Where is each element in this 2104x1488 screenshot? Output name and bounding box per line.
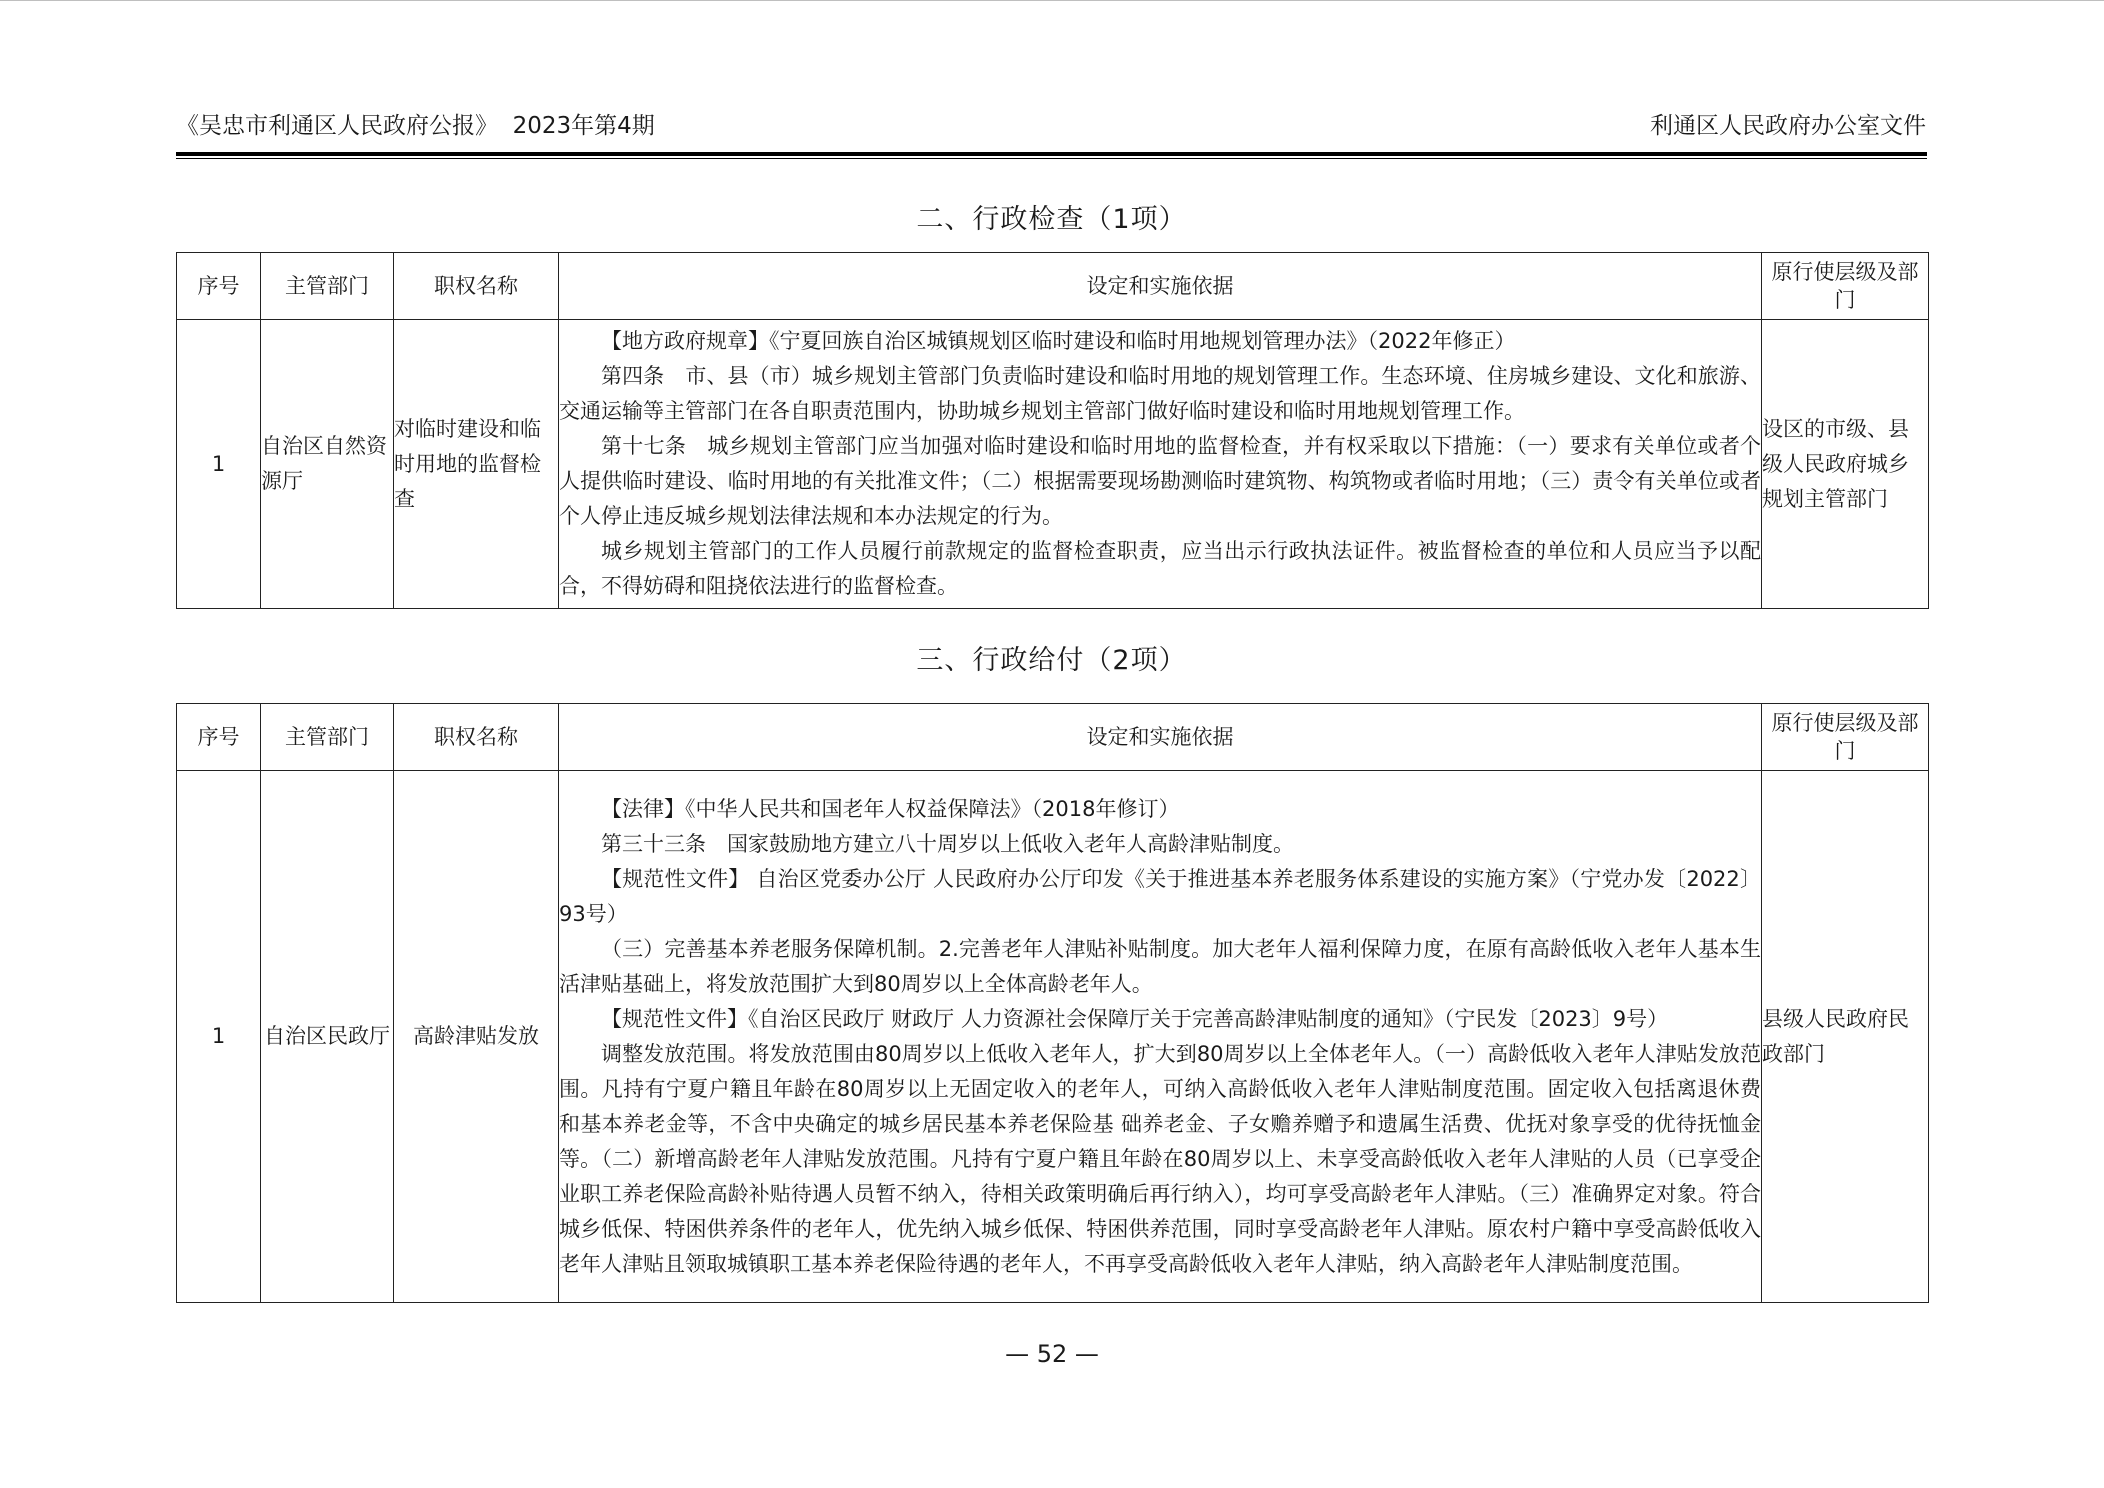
section-3-title: 三、行政给付（2项） [916, 645, 1187, 676]
row-basis [559, 771, 1762, 1303]
administrative-inspection-table [176, 252, 1929, 609]
basis-paragraph: 第四条 市、县（市）城乡规划主管部门负责临时建设和临时用地的规划管理工作。生态环境、住房城乡建设、文化和旅游、交通运输等主管部门在各自职责范围内，协助城乡规划主管部门做好临时建设和临时用地规划管理工作。 [559, 364, 1761, 423]
header-seq: 序号 [177, 704, 261, 771]
row-name: 对临时建设和临时用地的监督检查 [394, 320, 559, 609]
page-top-border [0, 0, 2104, 1]
row-seq: 1 [177, 771, 261, 1303]
header-rule-thin [176, 158, 1927, 159]
basis-paragraph: 城乡规划主管部门的工作人员履行前款规定的监督检查职责，应当出示行政执法证件。被监督检查的单位和人员应当予以配合，不得妨碍和阻挠依法进行的监督检查。 [559, 539, 1761, 598]
issuer-label: 利通区人民政府办公室文件 [1650, 113, 1926, 139]
header-level: 原行使层级及部门 [1762, 704, 1929, 771]
row-basis [559, 320, 1762, 609]
gazette-title: 《吴忠市利通区人民政府公报》 2023年第4期 [176, 113, 655, 139]
basis-paragraph: 【规范性文件】《自治区民政厅 财政厅 人力资源社会保障厅关于完善高龄津贴制度的通知》（宁民发〔2023〕9号） [601, 1006, 1669, 1031]
header-name: 职权名称 [394, 704, 559, 771]
header-level: 原行使层级及部门 [1762, 253, 1929, 320]
basis-paragraph: 【规范性文件】 自治区党委办公厅 人民政府办公厅印发《关于推进基本养老服务体系建设的实施方案》（宁党办发〔2022〕93号） [559, 866, 1761, 926]
administrative-payment-table [176, 703, 1929, 1303]
row-name: 高龄津贴发放 [394, 771, 559, 1303]
basis-paragraph: （三）完善基本养老服务保障机制。2.完善老年人津贴补贴制度。加大老年人福利保障力度，在原有高龄低收入老年人基本生活津贴基础上，将发放范围扩大到80周岁以上全体高龄老年人。 [559, 936, 1761, 996]
basis-paragraph: 【法律】《中华人民共和国老年人权益保障法》（2018年修订） [601, 796, 1180, 821]
basis-paragraph: 调整发放范围。将发放范围由80周岁以上低收入老年人，扩大到80周岁以上全体老年人。（一）高龄低收入老年人津贴发放范围。凡持有宁夏户籍且年龄在80周岁以上无固定收入的老年人，可纳入高龄低收入老年人津贴制度范围。固定收入包括离退休费和基本养老金等，不含中央确定的城乡居民基本养老保险基 础养老金、子女赡养赠予和遗属生活费、优抚对象享受的优待抚恤金等。（二）新增高龄老年人津贴发放范围。凡持有宁夏户籍且年龄在80周岁以上、未享受高龄低收入老年人津贴的人员（已享受企业职工养老保险高龄补贴待遇人员暂不纳入，待相关政策明确后再行纳入），均可享受高龄老年人津贴。（三）准确界定对象。符合城乡低保、特困供养条件的老年人，优先纳入城乡低保、特困供养范围，同时享受高龄老年人津贴。原农村户籍中享受高龄低收入老年人津贴且领取城镇职工基本养老保险待遇的老年人，不再享受高龄低收入老年人津贴，纳入高龄老年人津贴制度范围。 [559, 1041, 1761, 1276]
row-level: 县级人民政府民政部门 [1762, 771, 1929, 1303]
header-dept: 主管部门 [261, 704, 394, 771]
header-dept: 主管部门 [261, 253, 394, 320]
table-row [177, 320, 1929, 609]
table-header-row [177, 253, 1929, 320]
table-row [177, 771, 1929, 1303]
page-number: — 52 — [1005, 1340, 1099, 1368]
header-name: 职权名称 [394, 253, 559, 320]
header-basis: 设定和实施依据 [559, 704, 1762, 771]
row-level: 设区的市级、县级人民政府城乡规划主管部门 [1762, 320, 1929, 609]
header-basis: 设定和实施依据 [559, 253, 1762, 320]
basis-paragraph: 第十七条 城乡规划主管部门应当加强对临时建设和临时用地的监督检查，并有权采取以下措施：（一）要求有关单位或者个人提供临时建设、临时用地的有关批准文件；（二）根据需要现场勘测临时建筑物、构筑物或者临时用地；（三）责令有关单位或者个人停止违反城乡规划法律法规和本办法规定的行为。 [559, 434, 1761, 528]
page-header [176, 108, 1926, 144]
row-dept: 自治区自然资源厅 [261, 320, 394, 609]
table-header-row [177, 704, 1929, 771]
basis-paragraph: 第三十三条 国家鼓励地方建立八十周岁以上低收入老年人高龄津贴制度。 [601, 831, 1294, 856]
row-seq: 1 [177, 320, 261, 609]
basis-paragraph: 【地方政府规章】《宁夏回族自治区城镇规划区临时建设和临时用地规划管理办法》（2022年修正） [601, 329, 1516, 353]
section-2-title: 二、行政检查（1项） [916, 204, 1187, 235]
row-dept: 自治区民政厅 [261, 771, 394, 1303]
header-rule-thick [176, 152, 1927, 156]
header-seq: 序号 [177, 253, 261, 320]
